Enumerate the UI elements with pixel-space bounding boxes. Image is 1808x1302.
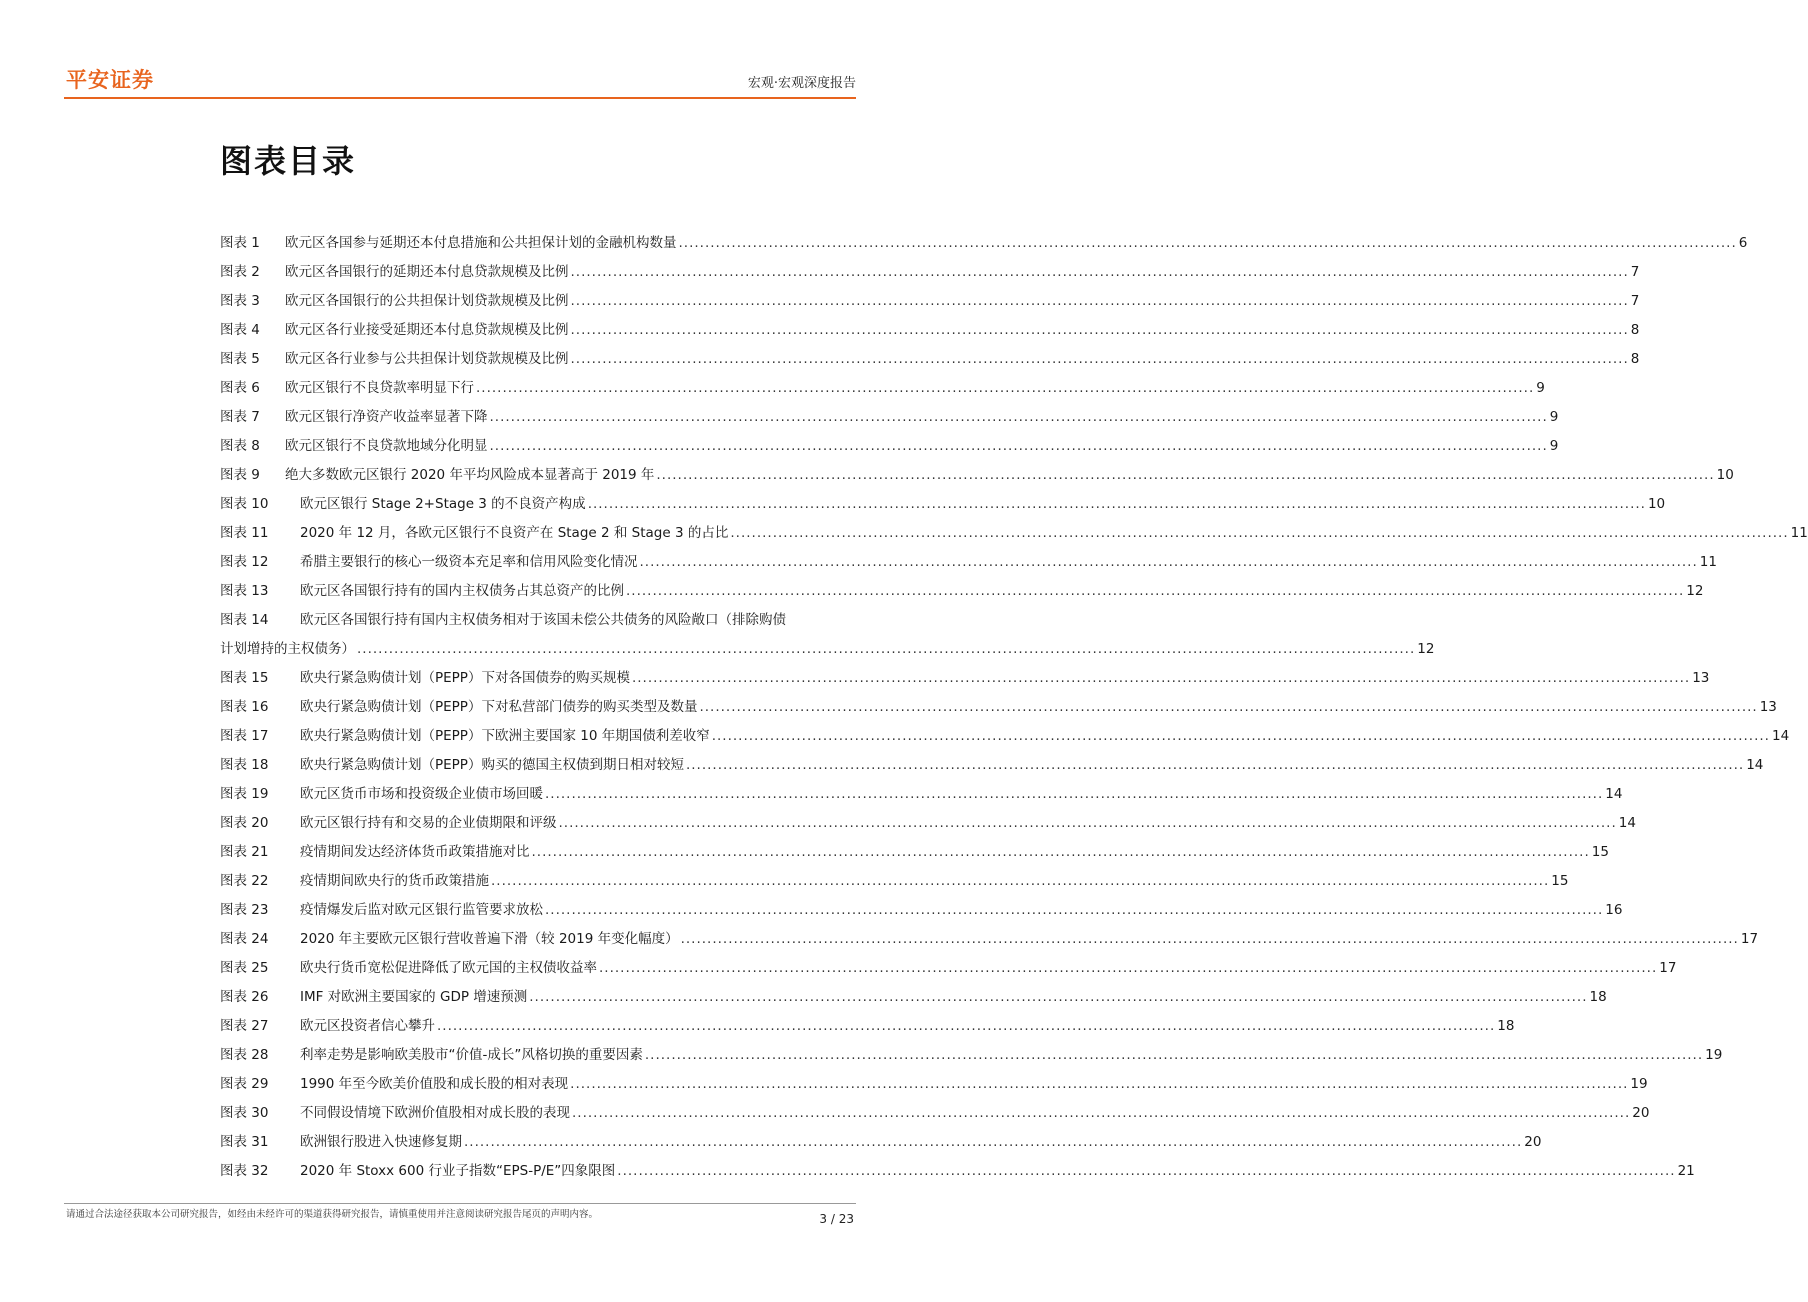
toc-dot-leader: ........................................................................................................................................................................................................: [570, 293, 1629, 309]
toc-entry-title: 2020 年 Stoxx 600 行业子指数“EPS-P/E”四象限图: [300, 1163, 616, 1179]
toc-entry-label: 图表 13: [220, 583, 269, 599]
toc-entry[interactable]: [220, 287, 1640, 316]
toc-entry-page: 6: [1738, 235, 1748, 251]
toc-entry-page: 9: [1536, 380, 1545, 396]
toc-entry-label: 图表 27: [220, 1018, 269, 1034]
toc-entry-page: 15: [1591, 844, 1609, 860]
toc-entry[interactable]: [220, 1012, 1515, 1041]
toc-entry-page: 9: [1549, 438, 1559, 454]
toc-entry[interactable]: [220, 577, 1704, 606]
toc-entry[interactable]: [220, 461, 1734, 490]
toc-entry-title: IMF 对欧洲主要国家的 GDP 增速预测: [300, 989, 528, 1005]
toc-entry-page: 7: [1630, 293, 1640, 309]
toc-entry-title: 利率走势是影响欧美股市“价值-成长”风格切换的重要因素: [300, 1047, 643, 1063]
toc-entry-label: 图表 16: [220, 699, 269, 715]
toc-entry-label: 图表 7: [220, 409, 260, 425]
company-logo: 平安证券: [66, 68, 154, 92]
toc-dot-leader: ........................................................................................................................................................................................................: [711, 728, 1770, 744]
toc-entry[interactable]: [220, 896, 1623, 925]
toc-entry-page: 13: [1692, 670, 1710, 686]
toc-entry-title: 欧元区各行业参与公共担保计划贷款规模及比例: [285, 351, 569, 367]
toc-entry-label: 图表 6: [220, 380, 260, 396]
toc-dot-leader: ........................................................................................................................................................................................................: [545, 902, 1604, 918]
toc-entry-label: 图表 28: [220, 1047, 269, 1063]
toc-entry-title: 欧央行货币宽松促进降低了欧元国的主权债收益率: [300, 960, 597, 976]
toc-entry-page: 19: [1630, 1076, 1648, 1092]
report-type-label: 宏观·宏观深度报告: [747, 76, 856, 91]
toc-entry[interactable]: [220, 258, 1640, 287]
toc-entry-title: 欧央行紧急购债计划（PEPP）下对各国债券的购买规模: [300, 670, 630, 686]
toc-entry[interactable]: [220, 954, 1677, 983]
toc-entry[interactable]: [220, 809, 1636, 838]
toc-entry-title: 欧元区各国参与延期还本付息措施和公共担保计划的金融机构数量: [285, 235, 677, 251]
toc-entry-title: 欧元区银行持有和交易的企业债期限和评级: [300, 815, 557, 831]
toc-entry-label: 图表 19: [220, 786, 269, 802]
toc-entry-title: 绝大多数欧元区银行 2020 年平均风险成本显著高于 2019 年: [285, 467, 655, 483]
toc-entry-label: 图表 25: [220, 960, 269, 976]
toc-entry[interactable]: [220, 490, 1666, 519]
toc-dot-leader: ........................................................................................................................................................................................................: [626, 583, 1685, 599]
toc-dot-leader: ........................................................................................................................................................................................................: [699, 699, 1758, 715]
toc-entry-page: 18: [1589, 989, 1607, 1005]
toc-entry[interactable]: [220, 432, 1559, 461]
page-title: 图表目录: [220, 142, 357, 180]
toc-entry[interactable]: [220, 1157, 1695, 1186]
toc-entry-page: 14: [1771, 728, 1790, 744]
toc-dot-leader: ........................................................................................................................................................................................................: [617, 1163, 1676, 1179]
toc-dot-leader: ........................................................................................................................................................................................................: [572, 1105, 1631, 1121]
toc-entry[interactable]: [220, 751, 1764, 780]
toc-entry-title: 欧元区各国银行的延期还本付息贷款规模及比例: [285, 264, 569, 280]
toc-entry-label: 图表 32: [220, 1163, 269, 1179]
toc-entry-label: 图表 24: [220, 931, 269, 947]
toc-entry-page: 19: [1705, 1047, 1723, 1063]
toc-entry[interactable]: [220, 1041, 1723, 1070]
toc-entry-page: 12: [1417, 641, 1435, 657]
toc-entry-label: 图表 23: [220, 902, 269, 918]
toc-entry-label: 图表 1: [220, 235, 260, 251]
toc-entry-page: 8: [1630, 351, 1640, 367]
toc-entry-page: 9: [1549, 409, 1559, 425]
toc-entry-label: 图表 30: [220, 1105, 269, 1121]
toc-entry[interactable]: [220, 316, 1640, 345]
toc-entry-label: 图表 12: [220, 554, 269, 570]
toc-dot-leader: ........................................................................................................................................................................................................: [570, 264, 1629, 280]
toc-entry[interactable]: [220, 664, 1710, 693]
toc-entry-page: 18: [1497, 1018, 1515, 1034]
toc-entry-title: 欧元区各行业接受延期还本付息贷款规模及比例: [285, 322, 569, 338]
toc-entry[interactable]: [220, 548, 1717, 577]
toc-dot-leader: ........................................................................................................................................................................................................: [476, 380, 1535, 396]
toc-dot-leader: ........................................................................................................................................................................................................: [639, 554, 1698, 570]
toc-entry-title: 疫情期间欧央行的货币政策措施: [300, 873, 489, 889]
toc-dot-leader: ........................................................................................................................................................................................................: [587, 496, 1646, 512]
toc-entry-label: 图表 29: [220, 1076, 269, 1092]
toc-entry-title: 希腊主要银行的核心一级资本充足率和信用风险变化情况: [300, 554, 638, 570]
toc-entry-title: 2020 年 12 月，各欧元区银行不良资产在 Stage 2 和 Stage 3 的占比: [300, 525, 729, 541]
toc-entry[interactable]: [220, 722, 1790, 751]
toc-entry-title: 疫情期间发达经济体货币政策措施对比: [300, 844, 530, 860]
toc-entry-title: 欧央行紧急购债计划（PEPP）下对私营部门债券的购买类型及数量: [300, 699, 698, 715]
toc-dot-leader: ........................................................................................................................................................................................................: [656, 467, 1715, 483]
toc-entry-label: 图表 26: [220, 989, 269, 1005]
toc-entry-title: 欧元区银行净资产收益率显著下降: [285, 409, 488, 425]
toc-entry-title: 欧元区银行 Stage 2+Stage 3 的不良资产构成: [300, 496, 586, 512]
toc-dot-leader: ........................................................................................................................................................................................................: [357, 641, 1416, 657]
toc-entry-page: 20: [1524, 1134, 1542, 1150]
toc-entry[interactable]: [220, 693, 1777, 722]
toc-entry-title: 2020 年主要欧元区银行营收普遍下滑（较 2019 年变化幅度）: [300, 931, 679, 947]
toc-entry-title: 欧元区各国银行的公共担保计划贷款规模及比例: [285, 293, 569, 309]
toc-entry-title: 欧央行紧急购债计划（PEPP）下欧洲主要国家 10 年期国债利差收窄: [300, 728, 710, 744]
toc-entry-title: 欧央行紧急购债计划（PEPP）购买的德国主权债到期日相对较短: [300, 757, 684, 773]
toc-entry-page: 14: [1746, 757, 1764, 773]
toc-entry[interactable]: [220, 374, 1545, 403]
toc-entry-label: 图表 2: [220, 264, 260, 280]
toc-dot-leader: ........................................................................................................................................................................................................: [489, 438, 1548, 454]
toc-dot-leader: ........................................................................................................................................................................................................: [685, 757, 1745, 773]
toc-entry-page: 12: [1686, 583, 1704, 599]
toc-entry-label: 图表 14: [220, 612, 269, 628]
toc-dot-leader: ........................................................................................................................................................................................................: [599, 960, 1658, 976]
toc-entry-page: 14: [1618, 815, 1636, 831]
toc-entry[interactable]: [220, 403, 1559, 432]
toc-entry-title: 1990 年至今欧美价值股和成长股的相对表现: [300, 1076, 569, 1092]
toc-entry[interactable]: [220, 345, 1640, 374]
toc-dot-leader: ........................................................................................................................................................................................................: [529, 989, 1588, 1005]
toc-entry-title-continued: 计划增持的主权债务）: [220, 641, 355, 657]
toc-entry-label: 图表 9: [220, 467, 260, 483]
toc-entry[interactable]: [220, 606, 1435, 664]
toc-entry[interactable]: [220, 1128, 1542, 1157]
toc-entry-label: 图表 22: [220, 873, 269, 889]
toc-dot-leader: ........................................................................................................................................................................................................: [531, 844, 1590, 860]
toc-entry[interactable]: [220, 983, 1607, 1012]
toc-dot-leader: ........................................................................................................................................................................................................: [631, 670, 1691, 686]
toc-dot-leader: ........................................................................................................................................................................................................: [730, 525, 1789, 541]
footer-divider: [64, 1203, 856, 1204]
toc-entry-title: 欧元区各国银行持有国内主权债务相对于该国未偿公共债务的风险敞口（排除购债: [300, 612, 786, 628]
toc-entry-page: 16: [1605, 902, 1623, 918]
toc-entry-title: 欧元区各国银行持有的国内主权债务占其总资产的比例: [300, 583, 624, 599]
toc-entry[interactable]: [220, 519, 1808, 548]
toc-entry-page: 7: [1630, 264, 1640, 280]
toc-dot-leader: ........................................................................................................................................................................................................: [491, 873, 1550, 889]
toc-entry-label: 图表 5: [220, 351, 260, 367]
table-of-figures: [220, 229, 1808, 1186]
toc-entry-label: 图表 20: [220, 815, 269, 831]
toc-entry[interactable]: [220, 1070, 1648, 1099]
toc-entry-page: 11: [1790, 525, 1808, 541]
toc-entry-page: 13: [1759, 699, 1777, 715]
toc-entry-title: 欧元区银行不良贷款率明显下行: [285, 380, 474, 396]
toc-entry-label: 图表 11: [220, 525, 269, 541]
toc-entry-page: 21: [1677, 1163, 1695, 1179]
toc-entry-label: 图表 17: [220, 728, 269, 744]
toc-entry-label: 图表 8: [220, 438, 260, 454]
toc-entry-page: 14: [1605, 786, 1623, 802]
toc-dot-leader: ........................................................................................................................................................................................................: [558, 815, 1617, 831]
toc-entry-page: 20: [1632, 1105, 1650, 1121]
toc-entry-page: 15: [1551, 873, 1569, 889]
toc-dot-leader: ........................................................................................................................................................................................................: [489, 409, 1548, 425]
toc-entry[interactable]: [220, 925, 1759, 954]
toc-entry-page: 10: [1716, 467, 1734, 483]
footer-disclaimer: 请通过合法途径获取本公司研究报告，如经由未经许可的渠道获得研究报告，请慎重使用并注意阅读研究报告尾页的声明内容。: [66, 1209, 599, 1220]
toc-entry-label: 图表 10: [220, 496, 269, 512]
toc-entry-title: 疫情爆发后监对欧元区银行监管要求放松: [300, 902, 543, 918]
toc-entry[interactable]: [220, 229, 1748, 258]
toc-entry-label: 图表 4: [220, 322, 260, 338]
toc-entry[interactable]: [220, 867, 1569, 896]
toc-dot-leader: ........................................................................................................................................................................................................: [570, 322, 1629, 338]
toc-entry-label: 图表 21: [220, 844, 269, 860]
toc-entry-title: 欧元区银行不良贷款地域分化明显: [285, 438, 488, 454]
toc-entry-page: 8: [1630, 322, 1640, 338]
toc-entry-label: 图表 15: [220, 670, 269, 686]
toc-entry-page: 10: [1647, 496, 1666, 512]
toc-entry-page: 17: [1740, 931, 1759, 947]
toc-dot-leader: ........................................................................................................................................................................................................: [437, 1018, 1496, 1034]
toc-dot-leader: ........................................................................................................................................................................................................: [570, 351, 1629, 367]
toc-entry-label: 图表 3: [220, 293, 260, 309]
toc-entry[interactable]: [220, 838, 1609, 867]
toc-entry-title: 欧洲银行股进入快速修复期: [300, 1134, 462, 1150]
toc-entry-label: 图表 31: [220, 1134, 269, 1150]
toc-dot-leader: ........................................................................................................................................................................................................: [644, 1047, 1704, 1063]
toc-dot-leader: ........................................................................................................................................................................................................: [545, 786, 1604, 802]
toc-entry-title: 欧元区货币市场和投资级企业债市场回暖: [300, 786, 543, 802]
toc-entry-title: 欧元区投资者信心攀升: [300, 1018, 435, 1034]
toc-entry-page: 11: [1699, 554, 1717, 570]
toc-entry[interactable]: [220, 780, 1623, 809]
toc-entry-label: 图表 18: [220, 757, 269, 773]
toc-dot-leader: ........................................................................................................................................................................................................: [464, 1134, 1523, 1150]
header-divider: [64, 97, 856, 99]
toc-dot-leader: ........................................................................................................................................................................................................: [678, 235, 1737, 251]
toc-dot-leader: ........................................................................................................................................................................................................: [680, 931, 1739, 947]
page-number: 3 / 23: [819, 1212, 854, 1226]
toc-entry[interactable]: [220, 1099, 1650, 1128]
toc-dot-leader: ........................................................................................................................................................................................................: [570, 1076, 1629, 1092]
toc-entry-page: 17: [1659, 960, 1677, 976]
toc-entry-title: 不同假设情境下欧洲价值股相对成长股的表现: [300, 1105, 570, 1121]
